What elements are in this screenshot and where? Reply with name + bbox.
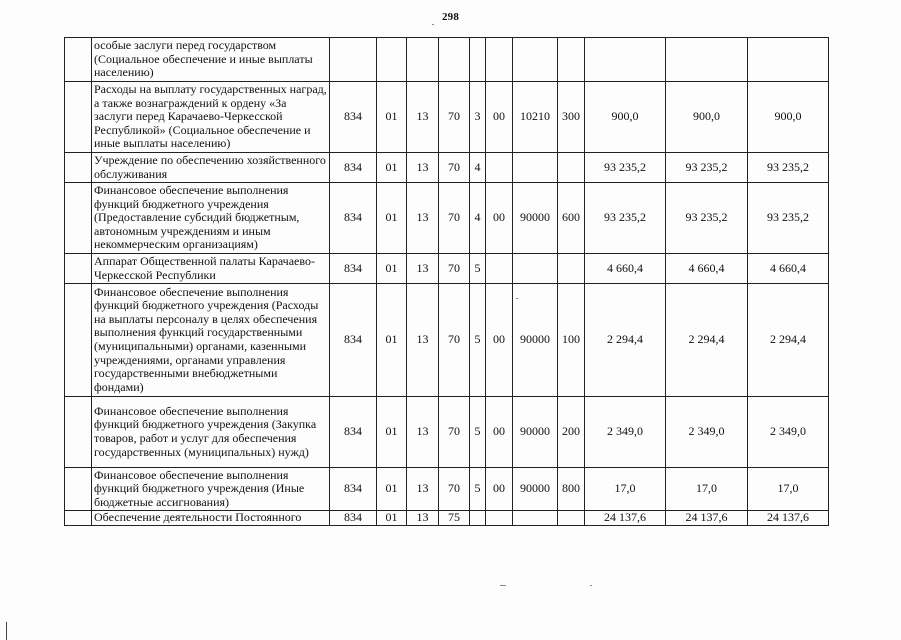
cell-subprogram bbox=[470, 511, 486, 526]
scan-speck bbox=[432, 24, 434, 25]
cell-subsection: 13 bbox=[407, 511, 439, 526]
cell-subsection: 13 bbox=[407, 397, 439, 468]
cell-expense-code bbox=[513, 153, 558, 183]
cell-amount-year3 bbox=[748, 38, 829, 82]
cell-index-blank bbox=[65, 511, 92, 526]
cell-subsection: 13 bbox=[407, 153, 439, 183]
cell-amount-year3: 4 660,4 bbox=[748, 254, 829, 284]
cell-expense-code: 90000 bbox=[513, 397, 558, 468]
cell-expense-type: 200 bbox=[558, 397, 585, 468]
cell-name: Учреждение по обеспечению хозяйственного обслуживания bbox=[92, 153, 330, 183]
cell-grbs-code: 834 bbox=[330, 397, 377, 468]
cell-expense-type bbox=[558, 254, 585, 284]
cell-subprogram: 4 bbox=[470, 153, 486, 183]
table-row bbox=[65, 82, 829, 153]
cell-amount-year2: 93 235,2 bbox=[666, 153, 748, 183]
cell-amount-year2: 2 294,4 bbox=[666, 284, 748, 397]
cell-amount-year2: 2 349,0 bbox=[666, 397, 748, 468]
cell-subprogram: 5 bbox=[470, 284, 486, 397]
cell-amount-year2: 93 235,2 bbox=[666, 183, 748, 254]
cell-expense-code: 90000 bbox=[513, 183, 558, 254]
cell-subprogram: 5 bbox=[470, 468, 486, 511]
cell-direction: 00 bbox=[486, 468, 513, 511]
cell-amount-year1: 2 294,4 bbox=[585, 284, 666, 397]
cell-expense-code bbox=[513, 38, 558, 82]
cell-direction bbox=[486, 38, 513, 82]
scan-speck bbox=[590, 585, 592, 586]
cell-expense-code bbox=[513, 254, 558, 284]
cell-section: 01 bbox=[377, 397, 407, 468]
cell-section: 01 bbox=[377, 254, 407, 284]
cell-expense-type: 100 bbox=[558, 284, 585, 397]
cell-name: особые заслуги перед государством (Социальное обеспечение и иные выплаты населению) bbox=[92, 38, 330, 82]
cell-program: 75 bbox=[439, 511, 470, 526]
cell-name: Расходы на выплату государственных наград, а также вознаграждений к ордену «За заслуги перед Карачаево-Черкесской Республикой» (Социальное обеспечение и иные выплаты населению) bbox=[92, 82, 330, 153]
cell-name: Финансовое обеспечение выполнения функций бюджетного учреждения (Закупка товаров, работ и услуг для обеспечения государственных (муниципальных) нужд) bbox=[92, 397, 330, 468]
cell-amount-year3: 24 137,6 bbox=[748, 511, 829, 526]
cell-grbs-code: 834 bbox=[330, 82, 377, 153]
cell-name: Обеспечение деятельности Постоянного bbox=[92, 511, 330, 526]
cell-expense-type: 300 bbox=[558, 82, 585, 153]
table-body bbox=[65, 38, 829, 526]
cell-amount-year1: 900,0 bbox=[585, 82, 666, 153]
cell-section: 01 bbox=[377, 468, 407, 511]
table-row bbox=[65, 468, 829, 511]
cell-name: Финансовое обеспечение выполнения функций бюджетного учреждения (Иные бюджетные ассигнования) bbox=[92, 468, 330, 511]
cell-grbs-code: 834 bbox=[330, 183, 377, 254]
budget-table bbox=[64, 37, 829, 526]
cell-expense-code: 90000 bbox=[513, 284, 558, 397]
cell-amount-year2: 4 660,4 bbox=[666, 254, 748, 284]
scan-speck bbox=[516, 298, 518, 299]
cell-expense-type bbox=[558, 511, 585, 526]
cell-amount-year2 bbox=[666, 38, 748, 82]
cell-expense-type bbox=[558, 38, 585, 82]
cell-section: 01 bbox=[377, 284, 407, 397]
cell-section: 01 bbox=[377, 511, 407, 526]
cell-program: 70 bbox=[439, 468, 470, 511]
cell-grbs-code bbox=[330, 38, 377, 82]
cell-program: 70 bbox=[439, 397, 470, 468]
cell-subprogram bbox=[470, 38, 486, 82]
cell-amount-year1: 2 349,0 bbox=[585, 397, 666, 468]
cell-subsection: 13 bbox=[407, 254, 439, 284]
cell-name: Финансовое обеспечение выполнения функций бюджетного учреждения (Предоставление субсидий бюджетным, автономным учреждениям и иным некоммерческим организациям) bbox=[92, 183, 330, 254]
table-row bbox=[65, 183, 829, 254]
table-row bbox=[65, 284, 829, 397]
cell-section bbox=[377, 38, 407, 82]
cell-expense-code bbox=[513, 511, 558, 526]
cell-amount-year2: 17,0 bbox=[666, 468, 748, 511]
cell-index-blank bbox=[65, 82, 92, 153]
cell-amount-year3: 93 235,2 bbox=[748, 153, 829, 183]
cell-amount-year1: 93 235,2 bbox=[585, 183, 666, 254]
cell-amount-year3: 93 235,2 bbox=[748, 183, 829, 254]
scan-edge-mark bbox=[6, 622, 7, 640]
cell-subprogram: 4 bbox=[470, 183, 486, 254]
cell-program: 70 bbox=[439, 153, 470, 183]
cell-direction bbox=[486, 254, 513, 284]
cell-grbs-code: 834 bbox=[330, 284, 377, 397]
cell-subprogram: 5 bbox=[470, 254, 486, 284]
cell-expense-code: 10210 bbox=[513, 82, 558, 153]
cell-amount-year1: 17,0 bbox=[585, 468, 666, 511]
cell-grbs-code: 834 bbox=[330, 254, 377, 284]
cell-index-blank bbox=[65, 468, 92, 511]
cell-index-blank bbox=[65, 254, 92, 284]
cell-amount-year1: 24 137,6 bbox=[585, 511, 666, 526]
cell-subsection: 13 bbox=[407, 468, 439, 511]
cell-amount-year3: 2 349,0 bbox=[748, 397, 829, 468]
cell-name: Финансовое обеспечение выполнения функций бюджетного учреждения (Расходы на выплаты персоналу в целях обеспечения выполнения функций государственными (муниципальными) органами, казенными учреждениями, органами управления государственными внебюджетными фондами) bbox=[92, 284, 330, 397]
cell-program bbox=[439, 38, 470, 82]
cell-subsection: 13 bbox=[407, 183, 439, 254]
cell-section: 01 bbox=[377, 183, 407, 254]
cell-subprogram: 5 bbox=[470, 397, 486, 468]
cell-amount-year1: 4 660,4 bbox=[585, 254, 666, 284]
cell-index-blank bbox=[65, 397, 92, 468]
table-row bbox=[65, 254, 829, 284]
cell-index-blank bbox=[65, 183, 92, 254]
table-row bbox=[65, 153, 829, 183]
cell-section: 01 bbox=[377, 82, 407, 153]
cell-subsection bbox=[407, 38, 439, 82]
cell-section: 01 bbox=[377, 153, 407, 183]
cell-expense-code: 90000 bbox=[513, 468, 558, 511]
cell-index-blank bbox=[65, 38, 92, 82]
cell-subsection: 13 bbox=[407, 82, 439, 153]
table-row bbox=[65, 397, 829, 468]
cell-amount-year1: 93 235,2 bbox=[585, 153, 666, 183]
cell-expense-type: 600 bbox=[558, 183, 585, 254]
cell-name: Аппарат Общественной палаты Карачаево-Черкесской Республики bbox=[92, 254, 330, 284]
cell-direction bbox=[486, 153, 513, 183]
cell-grbs-code: 834 bbox=[330, 153, 377, 183]
cell-direction: 00 bbox=[486, 82, 513, 153]
cell-direction bbox=[486, 511, 513, 526]
cell-program: 70 bbox=[439, 82, 470, 153]
cell-amount-year2: 24 137,6 bbox=[666, 511, 748, 526]
cell-program: 70 bbox=[439, 254, 470, 284]
cell-grbs-code: 834 bbox=[330, 468, 377, 511]
cell-program: 70 bbox=[439, 284, 470, 397]
scan-speck bbox=[500, 585, 506, 586]
cell-amount-year3: 17,0 bbox=[748, 468, 829, 511]
cell-program: 70 bbox=[439, 183, 470, 254]
cell-index-blank bbox=[65, 284, 92, 397]
cell-amount-year1 bbox=[585, 38, 666, 82]
page-number: 298 bbox=[441, 11, 460, 23]
cell-amount-year2: 900,0 bbox=[666, 82, 748, 153]
cell-direction: 00 bbox=[486, 397, 513, 468]
cell-subsection: 13 bbox=[407, 284, 439, 397]
cell-expense-type: 800 bbox=[558, 468, 585, 511]
table-row bbox=[65, 511, 829, 526]
cell-direction: 00 bbox=[486, 284, 513, 397]
cell-direction: 00 bbox=[486, 183, 513, 254]
table-row bbox=[65, 38, 829, 82]
cell-amount-year3: 2 294,4 bbox=[748, 284, 829, 397]
cell-expense-type bbox=[558, 153, 585, 183]
cell-amount-year3: 900,0 bbox=[748, 82, 829, 153]
cell-subprogram: 3 bbox=[470, 82, 486, 153]
cell-index-blank bbox=[65, 153, 92, 183]
cell-grbs-code: 834 bbox=[330, 511, 377, 526]
